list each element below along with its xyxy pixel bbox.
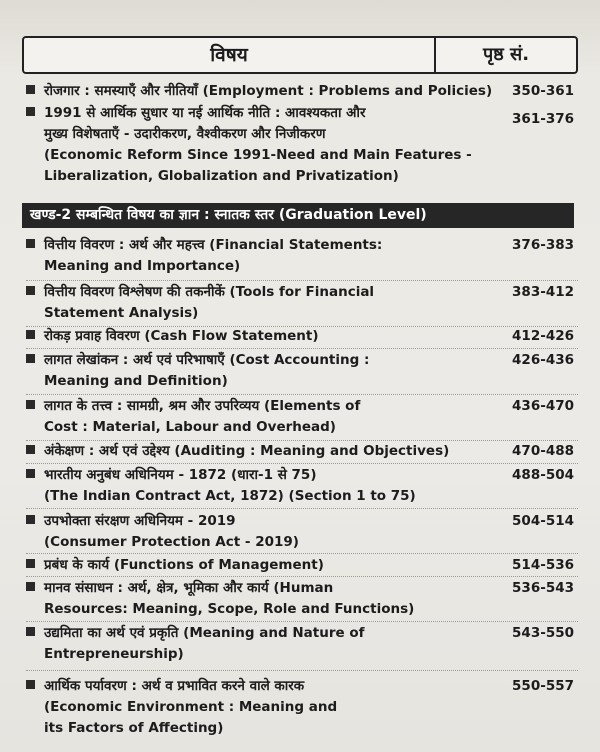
entry-title [44,326,474,347]
square-bullet-icon [26,400,35,409]
entry-title-line: Statement Analysis) [44,305,199,321]
entry-title-line: Liberalization, Globalization and Privatization) [44,168,399,184]
entry-title [44,511,474,553]
square-bullet-icon [26,582,35,591]
entry-title [44,465,474,507]
entry-title [44,396,474,438]
entry-title [44,282,474,324]
entry-title-line: Meaning and Definition) [44,373,228,389]
section-heading: खण्ड-2 सम्बन्धित विषय का ज्ञान : स्नातक स्तर (Graduation Level) [22,203,574,228]
entry-title-line: लागत लेखांकन : अर्थ एवं परिभाषाएँ (Cost Accounting : [44,352,370,368]
entry-page-range: 350-361 [512,83,574,99]
square-bullet-icon [26,469,35,478]
entry-title [44,350,474,392]
entry-title-line: (Economic Reform Since 1991-Need and Main Features - [44,147,472,163]
entry-title-line: वित्तीय विवरण विश्लेषण की तकनीकें (Tools for Financial [44,284,375,300]
square-bullet-icon [26,354,35,363]
entry-page-range: 426-436 [512,352,574,368]
row-divider [26,670,578,672]
entry-title-line: रोकड़ प्रवाह विवरण (Cash Flow Statement) [44,328,319,344]
square-bullet-icon [26,286,35,295]
entry-title-line: वित्तीय विवरण : अर्थ और महत्त्व (Financial Statements: [44,237,383,253]
row-divider [26,508,578,510]
entry-title [44,578,474,620]
entry-title-line: आर्थिक पर्यावरण : अर्थ व प्रभावित करने वाले कारक [44,678,305,694]
entry-title-line: मानव संसाधन : अर्थ, क्षेत्र, भूमिका और कार्य (Human [44,580,334,596]
entry-page-range: 543-550 [512,625,574,641]
entry-title-line: Cost : Material, Labour and Overhead) [44,419,336,435]
entry-title-line: अंकेक्षण : अर्थ एवं उद्देश्य (Auditing : Meaning and Objectives) [44,443,450,459]
entry-title-line: प्रबंध के कार्य (Functions of Management) [44,557,324,573]
entry-page-range: 436-470 [512,398,574,414]
square-bullet-icon [26,445,35,454]
entry-title-line: मुख्य विशेषताएँ - उदारीकरण, वैश्वीकरण और निजीकरण [44,126,326,142]
entry-title-line: 1991 से आर्थिक सुधार या नई आर्थिक नीति : आवश्यकता और [44,105,366,121]
entry-title-line: Resources: Meaning, Scope, Role and Functions) [44,601,415,617]
entry-title [44,623,474,665]
square-bullet-icon [26,330,35,339]
entry-page-range: 376-383 [512,237,574,253]
entry-page-range: 383-412 [512,284,574,300]
entry-title-line: उद्यमिता का अर्थ एवं प्रकृति (Meaning and Nature of [44,625,365,641]
entry-title [44,235,474,277]
square-bullet-icon [26,559,35,568]
entry-title-line: (Economic Environment : Meaning and [44,699,338,715]
entry-title-line: its Factors of Affecting) [44,720,224,736]
square-bullet-icon [26,627,35,636]
entry-title [44,676,474,739]
entry-title-line: लागत के तत्त्व : सामग्री, श्रम और उपरिव्यय (Elements of [44,398,361,414]
entry-title-line: (The Indian Contract Act, 1872) (Section 1 to 75) [44,488,416,504]
square-bullet-icon [26,107,35,116]
entry-title [44,103,474,187]
entry-title [44,441,504,462]
entry-page-range: 550-557 [512,678,574,694]
entry-title-line: उपभोक्ता संरक्षण अधिनियम - 2019 [44,513,236,529]
entry-page-range: 412-426 [512,328,574,344]
entry-page-range: 504-514 [512,513,574,529]
square-bullet-icon [26,239,35,248]
entry-title-line: रोजगार : समस्याएँ और नीतियाँ (Employment : Problems and Policies) [44,83,493,99]
topic-column-heading: विषय [210,44,248,66]
entry-page-range: 488-504 [512,467,574,483]
contents-header [22,36,578,74]
entry-title [44,555,474,576]
entry-page-range: 361-376 [512,111,574,127]
entry-title-line: Meaning and Importance) [44,258,241,274]
entry-title-line: भारतीय अनुबंध अधिनियम - 1872 (धारा-1 से 75) [44,467,317,483]
entry-page-range: 470-488 [512,443,574,459]
entry-title-line: (Consumer Protection Act - 2019) [44,534,299,550]
square-bullet-icon [26,680,35,689]
square-bullet-icon [26,515,35,524]
square-bullet-icon [26,85,35,94]
entry-title [44,81,504,102]
entry-page-range: 514-536 [512,557,574,573]
entry-title-line: Entrepreneurship) [44,646,184,662]
page-column-heading: पृष्ठ सं. [482,44,530,65]
entry-page-range: 536-543 [512,580,574,596]
